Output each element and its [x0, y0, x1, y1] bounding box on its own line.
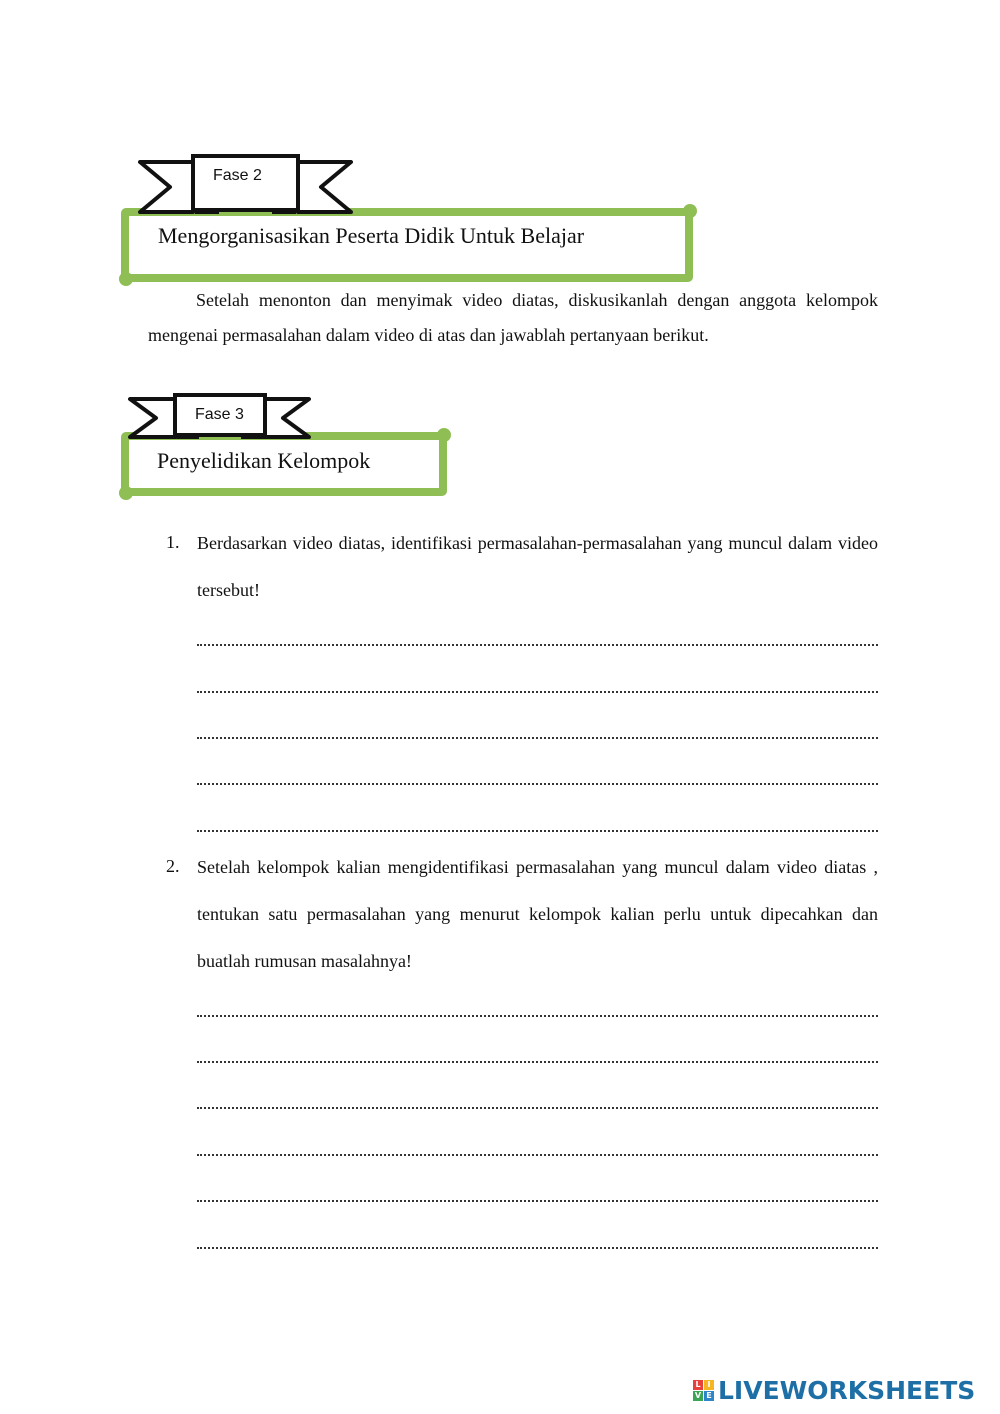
- answer-1-line[interactable]: [197, 675, 878, 697]
- question-2-text: Setelah kelompok kalian mengidentifikasi permasalahan yang muncul dalam video diatas , tentukan satu permasalahan yang menurut kelompok kalian perlu untuk dipecahkan dan buatlah rumusan masalahnya!: [197, 857, 878, 971]
- ribbon-banner-icon: [138, 154, 353, 216]
- answer-2-line[interactable]: [197, 1231, 878, 1253]
- answer-1-line[interactable]: [197, 767, 878, 789]
- logo-mark-cell: V: [694, 1390, 702, 1400]
- phase-2-title: Mengorganisasikan Peserta Didik Untuk Belajar: [158, 223, 585, 248]
- logo-mark-cell: I: [704, 1380, 714, 1390]
- answer-1-line[interactable]: [197, 814, 878, 836]
- phase-2-ribbon: [138, 154, 353, 216]
- phase-3-ribbon: [128, 393, 311, 441]
- box-corner-cap: [119, 486, 133, 500]
- answer-2-line[interactable]: [197, 1184, 878, 1206]
- question-2-number: 2.: [166, 856, 180, 876]
- answer-2-line[interactable]: [197, 1138, 878, 1160]
- box-corner-cap: [437, 428, 451, 442]
- phase-3-title: Penyelidikan Kelompok: [157, 448, 371, 473]
- box-corner-cap: [119, 272, 133, 286]
- answer-2-line[interactable]: [197, 1045, 878, 1067]
- question-1-text: Berdasarkan video diatas, identifikasi permasalahan-permasalahan yang muncul dalam video tersebut!: [197, 533, 878, 600]
- liveworksheets-logo: [693, 1375, 975, 1405]
- answer-2-line[interactable]: [197, 999, 878, 1021]
- question-1-number: 1.: [166, 532, 180, 552]
- answer-1-line[interactable]: [197, 628, 878, 650]
- logo-text: LIVEWORKSHEETS: [718, 1375, 976, 1405]
- answer-2-line[interactable]: [197, 1091, 878, 1113]
- box-corner-cap: [683, 204, 697, 218]
- phase-3-tag: Fase 3: [195, 406, 244, 423]
- logo-mark-cell: L: [693, 1380, 703, 1390]
- logo-mark-cell: E: [704, 1391, 714, 1401]
- phase-2-tag: Fase 2: [213, 167, 262, 184]
- logo-mark-icon: [693, 1380, 714, 1401]
- answer-1-line[interactable]: [197, 721, 878, 743]
- phase-2-instructions: Setelah menonton dan menyimak video diatas, diskusikanlah dengan anggota kelompok mengenai permasalahan dalam video di atas dan jawablah pertanyaan berikut.: [148, 290, 878, 345]
